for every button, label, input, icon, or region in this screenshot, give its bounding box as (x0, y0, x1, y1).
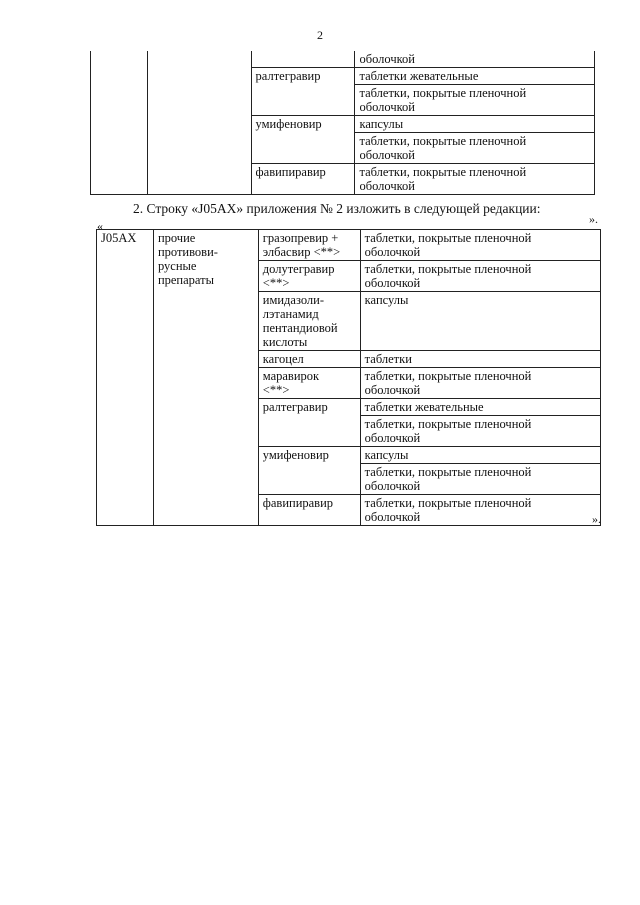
form-cell: таблетки (360, 351, 600, 368)
opening-quote: « (97, 219, 103, 233)
form-cell: таблетки жевательные (355, 68, 595, 85)
continuation-table (90, 51, 595, 195)
drug-cell: маравирок <**> (258, 368, 360, 399)
form-cell: таблетки, покрытые пленочной оболочкой (360, 368, 600, 399)
form-cell: таблетки, покрытые пленочной оболочкой (355, 85, 595, 116)
amendment-paragraph: 2. Строку «J05AX» приложения № 2 изложить в следующей редакции: (133, 201, 541, 216)
form-cell: капсулы (360, 292, 600, 351)
form-cell: капсулы (360, 447, 600, 464)
page-number: 2 (317, 28, 323, 42)
atc-code-cell: J05AX (97, 230, 154, 526)
drug-cell (251, 51, 355, 68)
form-cell: таблетки, покрытые пленочной оболочкой (355, 164, 595, 195)
form-cell: таблетки жевательные (360, 399, 600, 416)
form-cell: таблетки, покрытые пленочной оболочкой (360, 495, 600, 526)
drug-cell: умифеновир (251, 116, 355, 164)
closing-quote: ». (592, 512, 601, 526)
drug-cell: фавипиравир (251, 164, 355, 195)
form-cell: таблетки, покрытые пленочной оболочкой (360, 230, 600, 261)
drug-cell: ралтегравир (251, 68, 355, 116)
drug-cell: имидазоли- лэтанамид пентандиовой кислоты (258, 292, 360, 351)
drug-cell: фавипиравир (258, 495, 360, 526)
code-cell (91, 51, 148, 195)
drug-cell: кагоцел (258, 351, 360, 368)
form-cell: оболочкой (355, 51, 595, 68)
group-name-cell: прочие противови- русные препараты (153, 230, 258, 526)
form-cell: таблетки, покрытые пленочной оболочкой (355, 133, 595, 164)
form-cell: таблетки, покрытые пленочной оболочкой (360, 464, 600, 495)
drug-cell: долутегравир <**> (258, 261, 360, 292)
form-cell: таблетки, покрытые пленочной оболочкой (360, 416, 600, 447)
j05ax-table (96, 229, 601, 526)
form-cell: таблетки, покрытые пленочной оболочкой (360, 261, 600, 292)
drug-cell: умифеновир (258, 447, 360, 495)
closing-quote: ». (589, 212, 598, 226)
drug-cell: ралтегравир (258, 399, 360, 447)
group-cell (147, 51, 251, 195)
form-cell: капсулы (355, 116, 595, 133)
drug-cell: гразопревир + элбасвир <**> (258, 230, 360, 261)
